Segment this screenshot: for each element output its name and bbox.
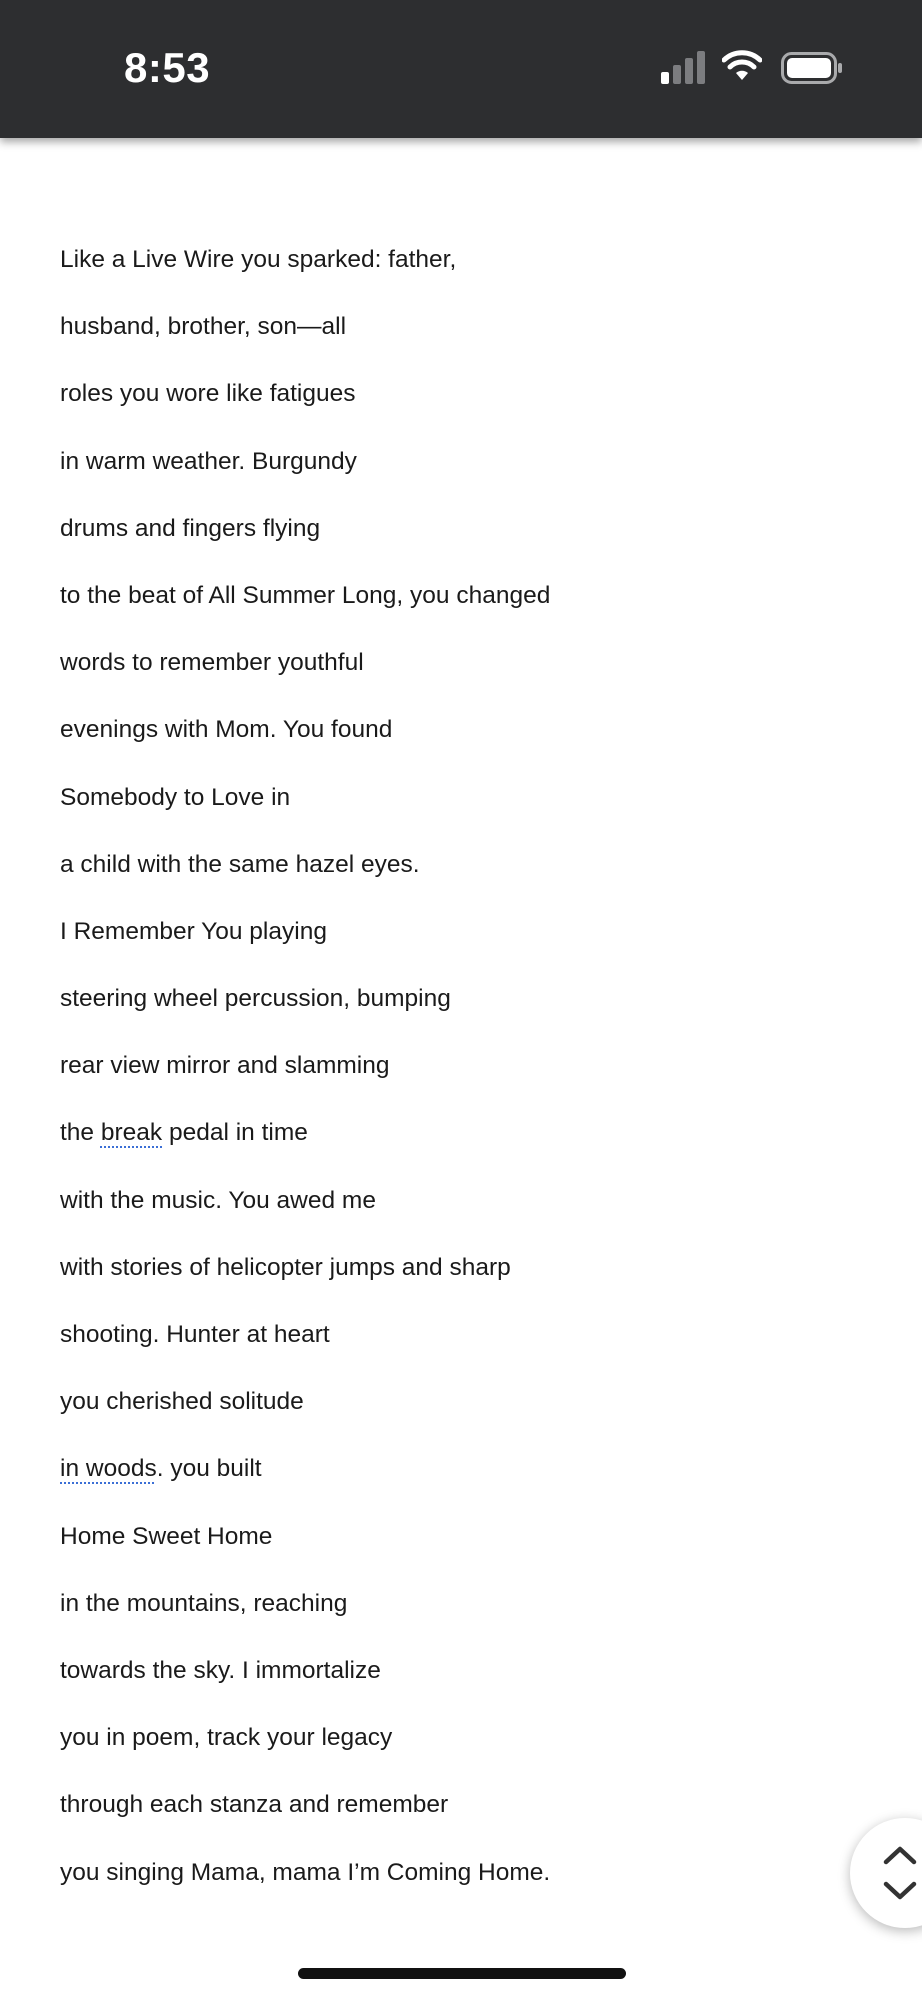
scroll-navigation-button[interactable] bbox=[850, 1818, 922, 1928]
status-time: 8:53 bbox=[124, 44, 211, 91]
poem-content bbox=[60, 226, 860, 1906]
poem-line: in warm weather. Burgundy bbox=[60, 447, 357, 475]
poem-line: in the mountains, reaching bbox=[60, 1589, 348, 1617]
poem-line: you cherished solitude bbox=[60, 1388, 304, 1416]
poem-line: you singing Mama, mama I’m Coming Home. bbox=[60, 1858, 551, 1886]
poem-line-spellcheck bbox=[60, 1099, 860, 1166]
poem-line: with the music. You awed me bbox=[60, 1186, 376, 1214]
poem-line: I Remember You playing bbox=[60, 917, 327, 945]
battery-icon bbox=[781, 52, 843, 84]
poem-line: to the beat of All Summer Long, you changed bbox=[60, 581, 551, 609]
poem-line: roles you wore like fatigues bbox=[60, 380, 356, 408]
text-segment: . you built bbox=[156, 1455, 262, 1483]
poem-line: husband, brother, son—all bbox=[60, 313, 347, 341]
poem-line: with stories of helicopter jumps and sharp bbox=[60, 1253, 511, 1281]
poem-line: steering wheel percussion, bumping bbox=[60, 985, 451, 1013]
poem-line: Like a Live Wire you sparked: father, bbox=[60, 246, 457, 273]
poem-line-spellcheck bbox=[60, 1435, 860, 1502]
text-segment: pedal in time bbox=[162, 1119, 308, 1147]
poem-line: drums and fingers flying bbox=[60, 514, 321, 542]
spellcheck-flagged-phrase[interactable]: in woods bbox=[60, 1455, 157, 1483]
poem-line: towards the sky. I immortalize bbox=[60, 1656, 381, 1684]
text-segment: the bbox=[60, 1119, 101, 1147]
poem-line: shooting. Hunter at heart bbox=[60, 1321, 330, 1348]
poem-line: evenings with Mom. You found bbox=[60, 716, 393, 744]
scroll-chevrons bbox=[880, 1840, 920, 1906]
poem-line: through each stanza and remember bbox=[60, 1791, 449, 1819]
spellcheck-flagged-word[interactable]: break bbox=[100, 1119, 163, 1147]
cellular-signal-icon bbox=[661, 52, 707, 84]
poem-line: Home Sweet Home bbox=[60, 1522, 273, 1550]
poem-line: Somebody to Love in bbox=[60, 783, 291, 811]
poem-line: you in poem, track your legacy bbox=[60, 1724, 393, 1752]
chevron-down-icon bbox=[886, 1884, 914, 1897]
wifi-icon bbox=[722, 50, 762, 84]
poem-line: a child with the same hazel eyes. bbox=[60, 850, 420, 878]
poem-line: words to remember youthful bbox=[60, 649, 364, 677]
poem-line: rear view mirror and slamming bbox=[60, 1052, 390, 1080]
home-indicator[interactable] bbox=[298, 1968, 626, 1979]
status-bar bbox=[0, 0, 922, 138]
chevron-up-icon bbox=[886, 1849, 914, 1862]
